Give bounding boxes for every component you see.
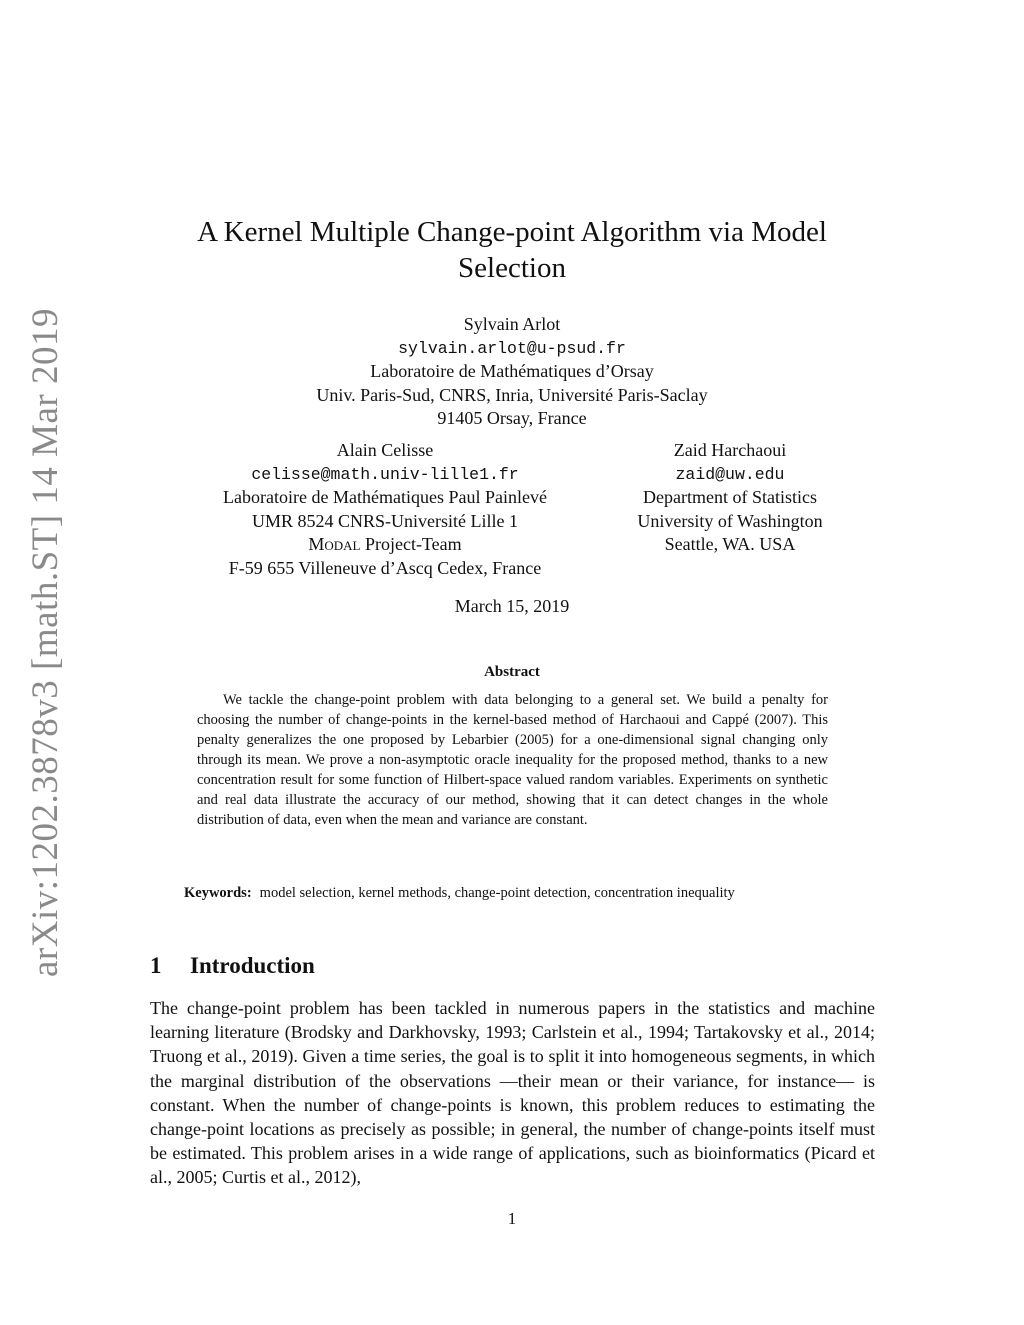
abstract-text: We tackle the change-point problem with data belonging to a general set. We build a penalty for choosing the number of change-points in the kernel-based method of Harchaoui and Cappé (2007). This penalty generalizes the one proposed by Lebarbier (2005) for a one-dimensional signal changing only through its mean. We prove a non-asymptotic oracle inequality for the proposed method, thanks to a new concentration result for some function of Hilbert-space valued random variables. Experiments on synthetic and real data illustrate the accuracy of our method, showing that it can detect changes in the whole distribution of data, even when the mean and variance are constant.: [197, 692, 828, 828]
author-name: Zaid Harchaoui: [673, 440, 787, 460]
author-affiliation: F-59 655 Villeneuve d’Ascq Cedex, France: [228, 557, 542, 578]
author-name: Alain Celisse: [336, 440, 434, 460]
author-affiliation: Laboratoire de Mathématiques d’Orsay: [370, 361, 654, 381]
author-email[interactable]: sylvain.arlot@u-psud.fr: [398, 338, 626, 358]
arxiv-sidebar-stamp: [22, 308, 68, 977]
section-number: 1: [150, 953, 162, 978]
keywords: [184, 883, 840, 903]
author-affiliation: University of Washington: [637, 510, 823, 531]
author-affiliation: Department of Statistics: [643, 487, 817, 507]
publication-date: March 15, 2019: [454, 596, 570, 616]
author-affiliation: Seattle, WA. USA: [664, 534, 796, 554]
author-block-harchaoui: [608, 439, 852, 557]
keywords-text: model selection, kernel methods, change-point detection, concentration inequality: [259, 885, 735, 901]
section-title: Introduction: [190, 953, 315, 978]
author-email[interactable]: zaid@uw.edu: [675, 464, 785, 484]
author-email[interactable]: celisse@math.univ-lille1.fr: [251, 464, 519, 484]
keywords-label: Keywords:: [184, 885, 252, 901]
intro-paragraph: The change-point problem has been tackled in numerous papers in the statistics and machine learning literature (Brodsky and Darkhovsky, 1993; Carlstein et al., 1994; Tartakovsky et al., 2014; Truong et al., 2019). Given a time series, the goal is to split it into homogeneous segments, in which the marginal distribution of the observations —their mean or their variance, for instance— is constant. When the number of change-points is known, this problem reduces to estimating the change-point locations as precisely as possible; in general, the number of change-points itself must be estimated. This problem arises in a wide range of applications, such as bioinformatics (Picard et al., 2005; Curtis et al., 2012),: [150, 998, 875, 1188]
author-affiliation: UMR 8524 CNRS-Université Lille 1: [252, 510, 518, 531]
author-affiliation: Univ. Paris-Sud, CNRS, Inria, Université Paris-Saclay: [316, 384, 708, 405]
paper-title: A Kernel Multiple Change-point Algorithm via Model Selection: [197, 216, 827, 284]
project-name: Modal: [308, 534, 361, 554]
author-affiliation: Laboratoire de Mathématiques Paul Painlevé: [223, 487, 547, 507]
author-affiliation: 91405 Orsay, France: [437, 408, 587, 428]
author-name: Sylvain Arlot: [463, 314, 561, 334]
author-affiliation: [172, 533, 598, 557]
author-block-arlot: [212, 313, 812, 431]
section-heading: [150, 953, 315, 979]
author-block-celisse: [172, 439, 598, 580]
page-number: 1: [507, 1209, 517, 1228]
abstract-heading: Abstract: [484, 664, 540, 680]
arxiv-identifier: arXiv:1202.3878v3 [math.ST] 14 Mar 2019: [24, 308, 66, 977]
project-suffix: Project-Team: [360, 534, 462, 554]
